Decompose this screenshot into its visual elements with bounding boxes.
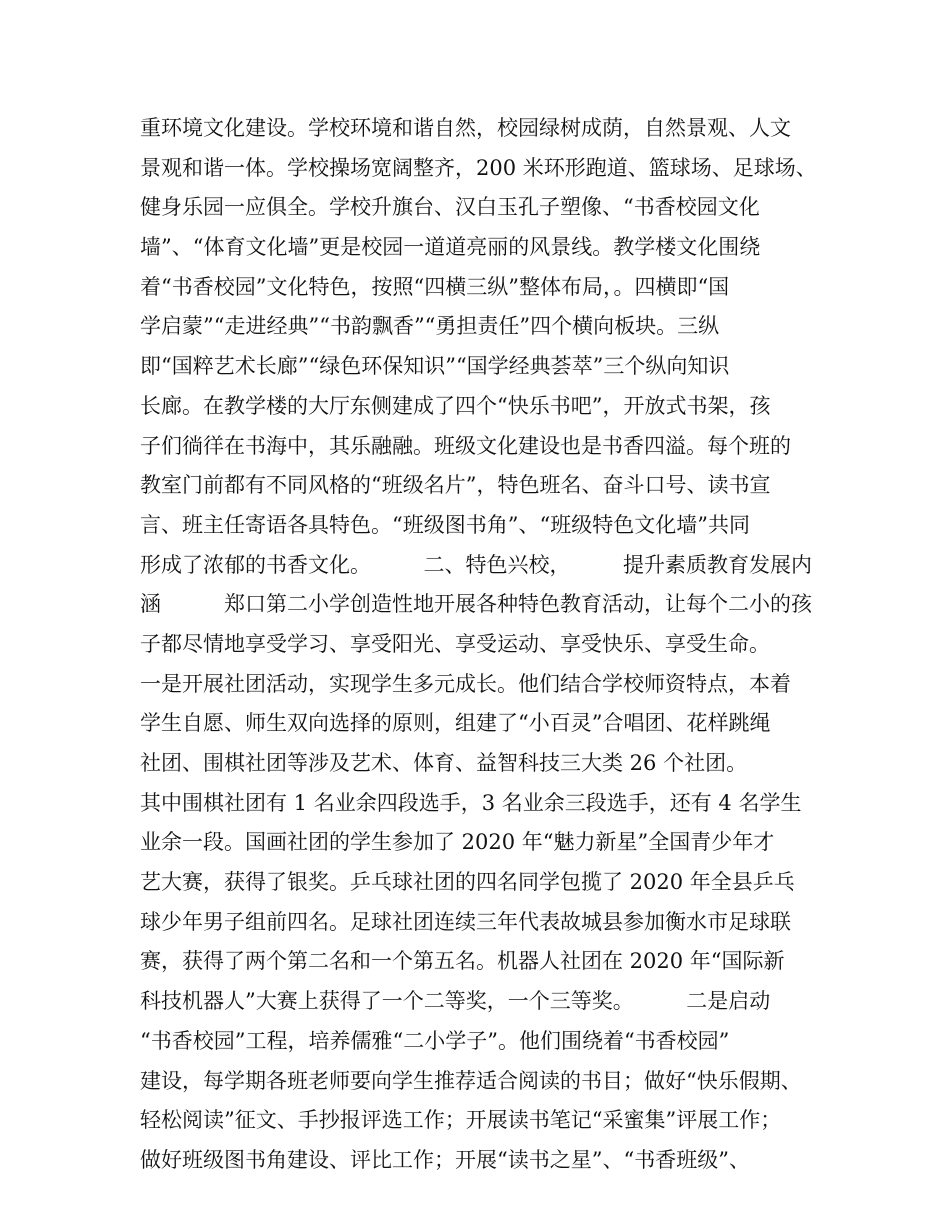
text-line: 业余一段。国画社团的学生参加了 2020 年“魅力新星”全国青少年才: [140, 830, 775, 855]
text-line: 景观和谐一体。学校操场宽阔整齐，200 米环形跑道、篮球场、足球场、: [140, 155, 817, 180]
text-line: 球少年男子组前四名。足球社团连续三年代表故城县参加衡水市足球联: [140, 909, 791, 934]
text-line: 子都尽情地享受学习、享受阳光、享受运动、享受快乐、享受生命。: [140, 631, 770, 656]
text-line: 健身乐园一应俱全。学校升旗台、汉白玉孔子塑像、“书香校园文化: [140, 195, 760, 220]
text-line: 着“书香校园”文化特色，按照“四横三纵”整体布局，。四横即“国: [140, 274, 730, 299]
text-line: 社团、围棋社团等涉及艺术、体育、益智科技三大类 26 个社团。: [140, 751, 748, 775]
text-line: 教室门前都有不同风格的“班级名片”，特色班名、奋斗口号、读书宣: [140, 473, 771, 498]
text-line: 赛，获得了两个第二名和一个第五名。机器人社团在 2020 年“国际新: [140, 949, 785, 974]
text-line: 建设，每学期各班老师要向学生推荐适合阅读的书目；做好“快乐假期、: [140, 1068, 802, 1093]
text-line: 重环境文化建设。学校环境和谐自然，校园绿树成荫，自然景观、人文: [140, 116, 791, 140]
text-line: 艺大赛，获得了银奖。乒乓球社团的四名同学包揽了 2020 年全县乒乓: [140, 870, 795, 895]
text-line: 做好班级图书角建设、评比工作；开展“读书之星”、“书香班级”、: [140, 1147, 750, 1172]
text-line: 言、班主任寄语各具特色。“班级图书角”、“班级特色文化墙”共同: [140, 512, 750, 537]
text-line: 长廊。在教学楼的大厅东侧建成了四个“快乐书吧”，开放式书架，孩: [140, 393, 771, 418]
text-line: 形成了浓郁的书香文化。 二、特色兴校， 提升素质教育发展内: [140, 552, 812, 577]
text-line: 科技机器人”大赛上获得了一个二等奖，一个三等奖。 二是启动: [140, 989, 771, 1014]
text-line: “书香校园”工程，培养儒雅“二小学子”。他们围绕着“书香校园”: [140, 1028, 730, 1053]
text-line: 学生自愿、师生双向选择的原则，组建了“小百灵”合唱团、花样跳绳: [140, 711, 771, 736]
body-text: [140, 109, 830, 1181]
text-line: 学启蒙”“走进经典”“书韵飘香”“勇担责任”四个横向板块。三纵: [140, 314, 720, 339]
text-line: 即“国粹艺术长廊”“绿色环保知识”“国学经典荟萃”三个纵向知识: [140, 354, 730, 379]
text-line: 其中围棋社团有 1 名业余四段选手，3 名业余三段选手，还有 4 名学生: [140, 790, 802, 815]
text-line: 轻松阅读”征文、手抄报评选工作；开展读书笔记“采蜜集”评展工作；: [140, 1108, 782, 1133]
text-line: 子们徜徉在书海中，其乐融融。班级文化建设也是书香四溢。每个班的: [140, 433, 791, 458]
text-line: 一是开展社团活动，实现学生多元成长。他们结合学校师资特点，本着: [140, 671, 791, 696]
text-line: 墙”、“体育文化墙”更是校园一道道亮丽的风景线。教学楼文化围绕: [140, 235, 761, 260]
text-line: 涵 郑口第二小学创造性地开展各种特色教育活动，让每个二小的孩: [140, 592, 812, 617]
